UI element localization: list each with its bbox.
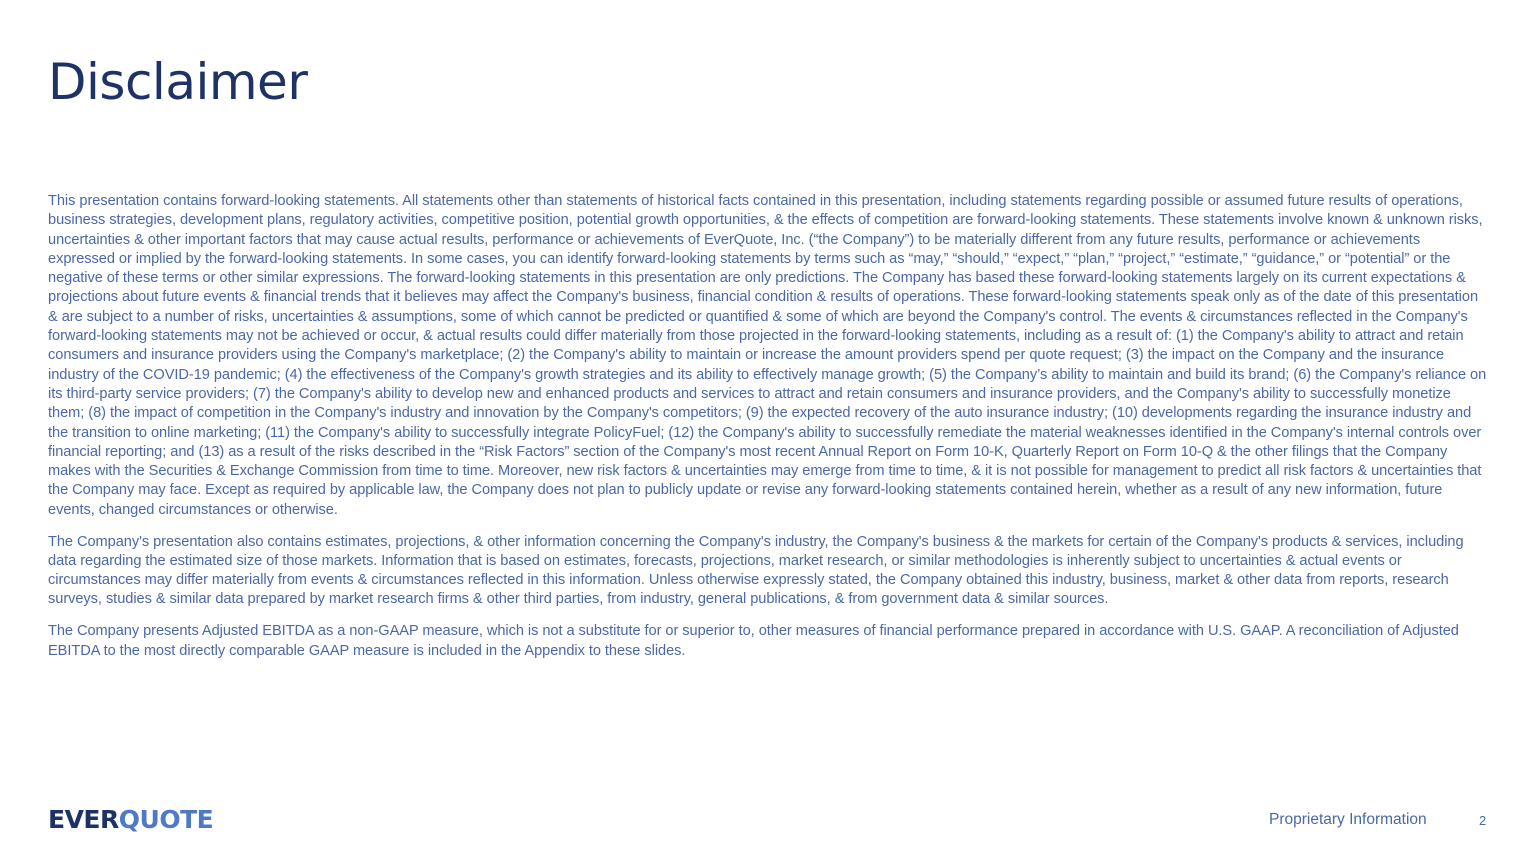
market-data-paragraph: The Company's presentation also contains estimates, projections, & other information concerning the Company's industry, the Company's business & the markets for certain of the Company's products & services, including data regarding the estimated size of those markets. Information that is based on estimates, forecasts, projections, market research, or similar methodologies is inherently subject to uncertainties & actual events or circumstances may differ materially from events & circumstances reflected in this information. Unless otherwise expressly stated, the Company obtained this industry, business, market & other data from reports, research surveys, studies & similar data prepared by market research firms & other third parties, from industry, general publications, & from government data & similar sources. [48, 533, 1464, 608]
page-number: 2 [1479, 813, 1487, 828]
proprietary-information-label: Proprietary Information [1269, 811, 1427, 828]
disclaimer-body [48, 192, 1490, 673]
everquote-logo [48, 804, 213, 836]
forward-looking-statements-paragraph: This presentation contains forward-looking statements. All statements other than statements of historical facts contained in this presentation, including statements regarding possible or assumed future results of operations, business strategies, development plans, regulatory activities, competitive position, potential growth opportunities, & the effects of competition are forward-looking statements. These statements involve known & unknown risks, uncertainties & other important factors that may cause actual results, performance or achievements of EverQuote, Inc. (“the Company”) to be materially different from any future results, performance or achievements expressed or implied by the forward-looking statements. In some cases, you can identify forward-looking statements by terms such as “may,” “should,” “expect,” “plan,” “project,” “estimate,” “guidance,” or “potential” or the negative of these terms or other similar expressions. The forward-looking statements in this presentation are only predictions. The Company has based these forward-looking statements largely on its current expectations & projections about future events & financial trends that it believes may affect the Company's business, financial condition & results of operations. These forward-looking statements speak only as of the date of this presentation & are subject to a number of risks, uncertainties & assumptions, some of which cannot be predicted or quantified & some of which are beyond the Company's control. The events & circumstances reflected in the Company's forward-looking statements may not be achieved or occur, & actual results could differ materially from those projected in the forward-looking statements, including as a result of: (1) the Company's ability to attract and retain consumers and insurance providers using the Company's marketplace; (2) the Company's ability to maintain or increase the amount providers spend per quote request; (3) the impact on the Company and the insurance industry of the COVID-19 pandemic; (4) the effectiveness of the Company's growth strategies and its ability to effectively manage growth; (5) the Company’s ability to maintain and build its brand; (6) the Company's reliance on its third-party service providers; (7) the Company's ability to develop new and enhanced products and services to attract and retain consumers and insurance providers, and the Company's ability to successfully monetize them; (8) the impact of competition in the Company's industry and innovation by the Company's competitors; (9) the expected recovery of the auto insurance industry; (10) developments regarding the insurance industry and the transition to online marketing; (11) the Company's ability to successfully integrate PolicyFuel; (12) the Company's ability to successfully remediate the material weaknesses identified in the Company's internal controls over financial reporting; and (13) as a result of the risks described in the “Risk Factors” section of the Company's most recent Annual Report on Form 10-K, Quarterly Report on Form 10-Q & the other filings that the Company makes with the Securities & Exchange Commission from time to time. Moreover, new risk factors & uncertainties may emerge from time to time, & it is not possible for management to predict all risk factors & uncertainties that the Company may face. Except as required by applicable law, the Company does not plan to publicly update or revise any forward-looking statements contained herein, whether as a result of any new information, future events, changed circumstances or otherwise. [48, 193, 1487, 518]
slide-title: Disclaimer [48, 53, 308, 111]
logo-text-quote: QUOTE [118, 805, 214, 834]
non-gaap-paragraph: The Company presents Adjusted EBITDA as a non-GAAP measure, which is not a substitute for or superior to, other measures of financial performance prepared in accordance with U.S. GAAP. A reconciliation of Adjusted EBITDA to the most directly comparable GAAP measure is included in the Appendix to these slides. [48, 623, 1459, 659]
logo-text-ever: EVER [48, 805, 119, 834]
